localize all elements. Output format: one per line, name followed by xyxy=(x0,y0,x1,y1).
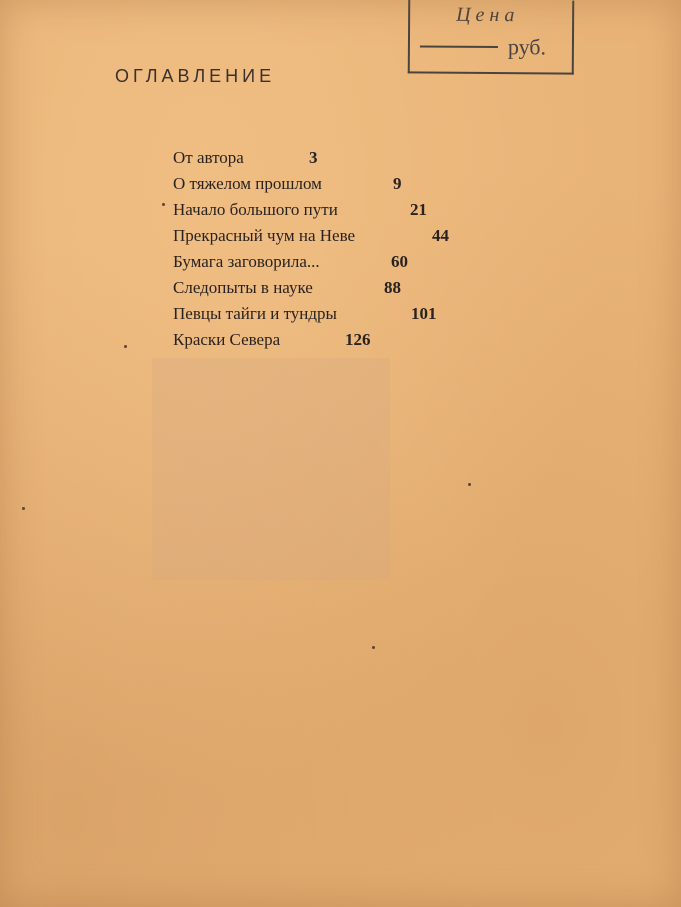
toc-entry-page: 126 xyxy=(345,330,371,349)
toc-entry-title: Следопыты в науке xyxy=(173,278,313,297)
paper-speck xyxy=(124,345,127,348)
toc-entry xyxy=(173,278,413,302)
paper-speck xyxy=(22,507,25,510)
toc-entry xyxy=(173,200,443,224)
toc-entry-title: Бумага заговорила... xyxy=(173,252,320,271)
toc-entry xyxy=(173,330,393,354)
toc-entry xyxy=(173,304,453,328)
toc-entry xyxy=(173,252,423,276)
toc-entry-title: О тяжелом прошлом xyxy=(173,174,322,193)
stamp-price-word: Цена xyxy=(456,3,520,27)
show-through-image xyxy=(152,358,390,580)
toc-entry xyxy=(173,148,333,172)
toc-entry-title: Прекрасный чум на Неве xyxy=(173,226,356,245)
page-title: ОГЛАВЛЕНИЕ xyxy=(115,66,276,86)
stamp-currency-unit: руб. xyxy=(507,34,547,60)
paper-speck xyxy=(468,483,471,486)
stamp-price-blank xyxy=(420,46,498,49)
toc-entry-title: От автора xyxy=(173,148,244,167)
toc-entry xyxy=(173,174,413,198)
toc-entry-page: 3 xyxy=(309,148,318,167)
toc-entry-page: 88 xyxy=(384,278,401,297)
toc-entry-page: 44 xyxy=(432,226,449,245)
toc-entry-page: 9 xyxy=(393,174,402,193)
toc-entry xyxy=(173,226,463,250)
toc-entry-page: 21 xyxy=(410,200,427,219)
toc-entry-title: Певцы тайги и тундры xyxy=(173,304,337,323)
paper-speck xyxy=(372,646,375,649)
toc-entry-title: Начало большого пути xyxy=(173,200,338,219)
toc-entry-title: Краски Севера xyxy=(173,330,281,349)
toc-entry-page: 101 xyxy=(411,304,437,323)
price-stamp xyxy=(408,0,575,75)
paper-speck xyxy=(162,203,165,206)
toc-entry-page: 60 xyxy=(391,252,408,271)
